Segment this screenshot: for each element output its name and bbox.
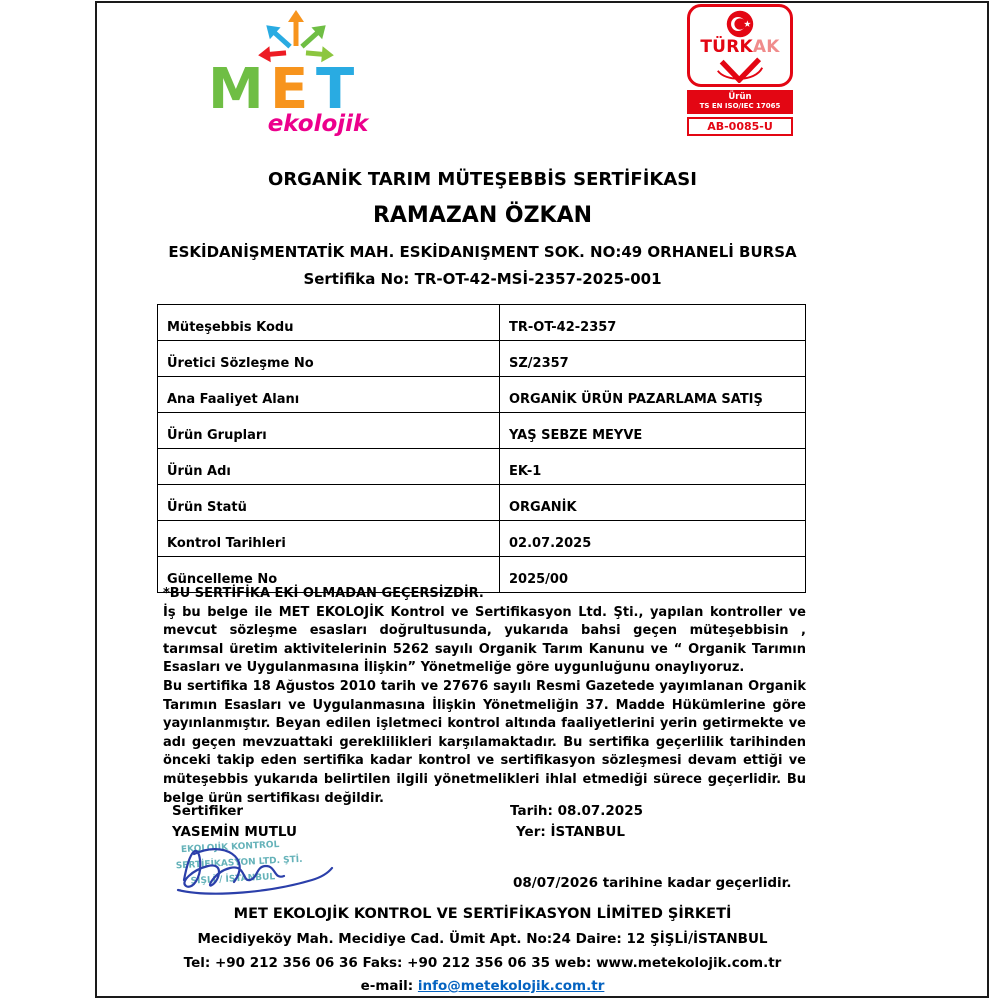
email-link[interactable]: info@metekolojik.com.tr [417,978,605,994]
row-value: 02.07.2025 [499,521,805,556]
table-row [158,413,805,449]
row-value: 2025/00 [499,557,805,592]
turkak-banner [687,90,793,114]
footer-email-line [130,978,835,994]
certifier-name: YASEMİN MUTLU [172,824,298,840]
met-ekolojik-logo [192,2,402,140]
turkak-product-label: Ürün [728,92,752,102]
certificate-holder-address: ESKİDANİŞMENTATİK MAH. ESKİDANIŞMENT SOK. NO:49 ORHANELİ BURSA [168,243,797,261]
table-row [158,305,805,341]
row-value: SZ/2357 [499,341,805,376]
turkak-logo [687,4,793,136]
met-logo-subtext: ekolojik [267,111,369,137]
row-value: TR-OT-42-2357 [499,305,805,340]
turkak-word-ak: AK [752,37,780,57]
legal-paragraph-1: İş bu belge ile MET EKOLOJİK Kontrol ve Sertifikasyon Ltd. Şti., yapılan kontroller ve mevcut sözleşme esasları doğrultusunda, yukarıda bahsi geçen müteşebbisin , tarımsal üretim aktivitelerinin 5262 sayılı Organik Tarım Kanunu ve “ Organik Tarımın Esasları ve Uygulanmasına İlişkin” Yönetmeliğe göre uygunluğunu onaylıyoruz. [163,604,806,676]
row-value: YAŞ SEBZE MEYVE [499,413,805,448]
met-letter-e: E [270,57,309,122]
certificate-table [157,304,806,593]
logo-arrows-icon [257,10,334,63]
footer-company-name: MET EKOLOJİK KONTROL VE SERTİFİKASYON LİMİTED ŞİRKETİ [233,906,732,922]
row-label: Üretici Sözleşme No [167,356,314,371]
turkak-logo-box [687,4,793,87]
page-title: ORGANİK TARIM MÜTEŞEBBİS SERTİFİKASI [268,169,697,190]
validity-warning: *BU SERTİFİKA EKİ OLMADAN GEÇERSİZDİR. [163,586,484,601]
certifier-label: Sertifiker [172,803,244,819]
certificate-number: Sertifika No: TR-OT-42-MSİ-2357-2025-001 [303,270,662,288]
signature-place: Yer: İSTANBUL [516,824,625,840]
stamp-line: ŞİŞLİ / İSTANBUL [190,872,276,887]
table-row [158,341,805,377]
email-label: e-mail: [360,978,414,994]
stamp-line: SERTİFİKASYON LTD. ŞTİ. [175,854,303,872]
stamp-line: EKOLOJİK KONTROL [180,839,280,856]
row-label: Ürün Adı [167,464,231,479]
validity-date-line: 08/07/2026 tarihine kadar geçerlidir. [513,875,792,891]
met-letter-m: M [208,57,264,122]
met-letter-t: T [316,57,355,122]
row-label: Ürün Statü [167,500,247,515]
footer-contact-line: Tel: +90 212 356 06 36 Faks: +90 212 356 06 35 web: www.metekolojik.com.tr [183,955,782,971]
checkmark-icon [712,57,768,83]
table-row [158,449,805,485]
turkak-accreditation-no: AB-0085-U [687,117,793,136]
row-value: ORGANİK [499,485,805,520]
footer-address: Mecidiyeköy Mah. Mecidiye Cad. Ümit Apt. No:24 Daire: 12 ŞİŞLİ/İSTANBUL [197,931,768,947]
row-label: Ürün Grupları [167,428,267,443]
legal-paragraph-2: Bu sertifika 18 Ağustos 2010 tarih ve 27676 sayılı Resmi Gazetede yayımlanan Organik Tarımın Esasları ve Uygulanmasına İlişkin Yönetmeliğin 37. Madde Hükümlerine göre yayınlanmıştır. Beyan edilen işletmeci kontrol altında faaliyetlerini yerin getirmekte ve adı geçen mevzuattaki gereklilikleri karşılamaktadır. Bu sertifika geçerlilik tarihinden önceki takip eden sertifika kadar kontrol ve sertifikasyon sözleşmesi devam ettiği ve müteşebbis yukarıda belirtilen ilgili yönetmelikleri ihlal etmediği sürece geçerlidir. Bu belge ürün sertifikası değildir. [163,678,806,806]
certificate-holder-name: RAMAZAN ÖZKAN [372,203,593,228]
legal-text-block [163,585,806,808]
table-row [158,521,805,557]
signature-and-stamp [160,832,375,902]
row-label: Kontrol Tarihleri [167,536,286,551]
row-label: Ana Faaliyet Alanı [167,392,300,407]
signature-scribble-icon [175,849,332,894]
signature-date: Tarih: 08.07.2025 [510,803,643,819]
turkak-word-turk: TÜRK [700,37,753,57]
turkish-flag-icon [726,10,754,38]
row-label: Müteşebbis Kodu [167,320,294,335]
row-value: ORGANİK ÜRÜN PAZARLAMA SATIŞ [499,377,805,412]
row-label: Güncelleme No [167,572,278,587]
row-value: EK-1 [499,449,805,484]
turkak-standard: TS EN ISO/IEC 17065 [699,102,781,110]
turkak-wordmark [692,38,788,56]
table-row [158,485,805,521]
table-row [158,377,805,413]
